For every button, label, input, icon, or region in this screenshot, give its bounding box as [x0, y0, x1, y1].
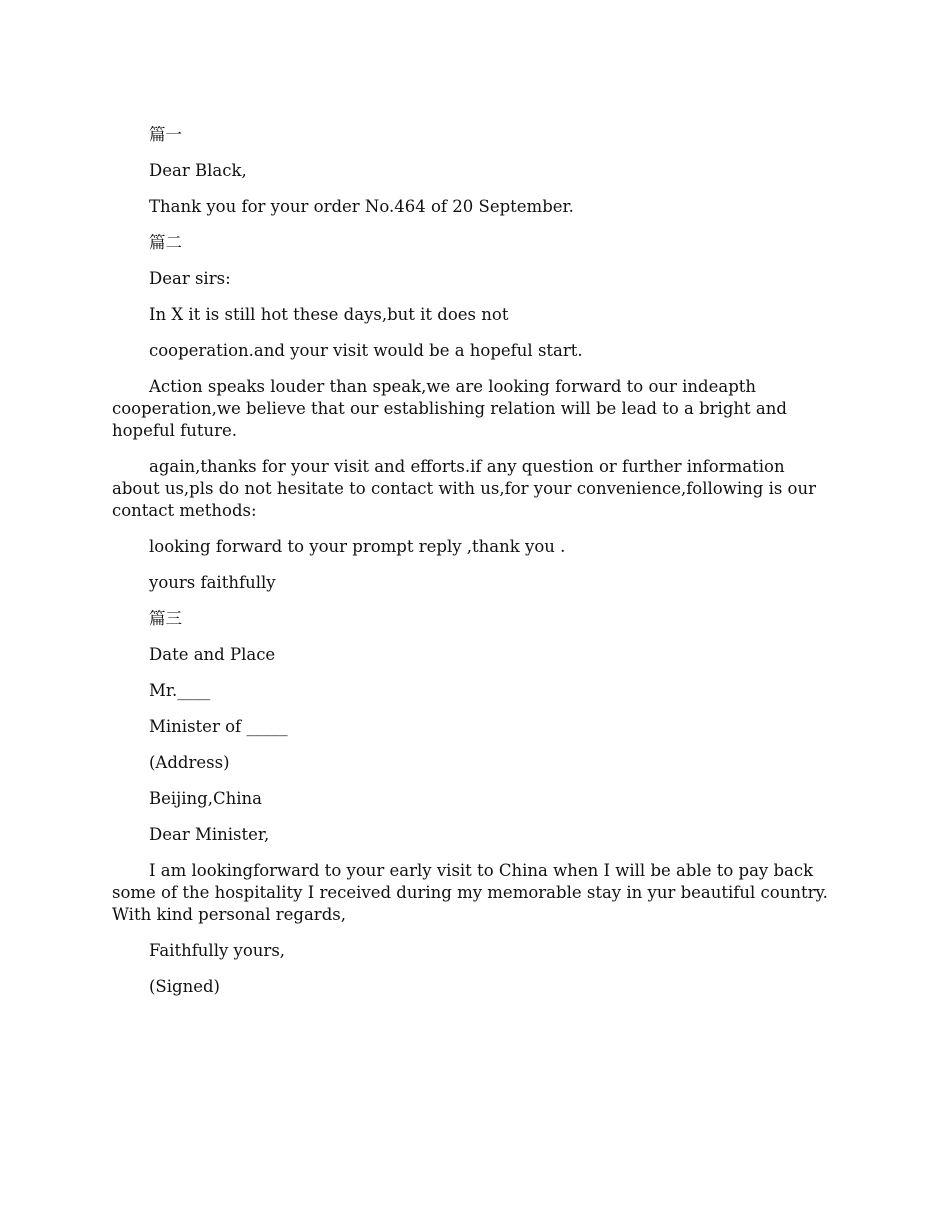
closing-1: yours faithfully	[149, 573, 276, 592]
recipient-city: Beijing,China	[149, 789, 262, 808]
salutation-3: Dear Minister,	[149, 825, 270, 844]
document-body	[112, 124, 832, 1012]
body-paragraph: looking forward to your prompt reply ,thank you .	[149, 537, 566, 556]
section-heading-2: 篇二	[149, 233, 182, 252]
date-line: Date and Place	[149, 645, 276, 664]
body-paragraph: Thank you for your order No.464 of 20 September.	[149, 197, 574, 216]
closing-2: Faithfully yours,	[149, 941, 286, 960]
body-paragraph: I am lookingforward to your early visit to China when I will be able to pay back some of the hospitality I received during my memorable stay in yur beautiful country. With kind personal regards,	[112, 861, 828, 924]
body-paragraph: again,thanks for your visit and efforts.if any question or further information about us,pls do not hesitate to contact with us,for your convenience,following is our contact methods:	[112, 457, 817, 520]
recipient-name: Mr.____	[149, 681, 211, 700]
recipient-title: Minister of _____	[149, 717, 288, 736]
salutation-2: Dear sirs:	[149, 269, 231, 288]
body-paragraph: cooperation.and your visit would be a hopeful start.	[149, 341, 583, 360]
section-heading-3: 篇三	[149, 609, 182, 628]
body-paragraph: Action speaks louder than speak,we are looking forward to our indeapth cooperation,we believe that our establishing relation will be lead to a bright and hopeful future.	[112, 377, 787, 440]
section-heading-1: 篇一	[149, 125, 182, 144]
body-paragraph: In X it is still hot these days,but it does not	[149, 305, 509, 324]
salutation-1: Dear Black,	[149, 161, 247, 180]
signature-line: (Signed)	[149, 977, 220, 996]
recipient-address: (Address)	[149, 753, 230, 772]
